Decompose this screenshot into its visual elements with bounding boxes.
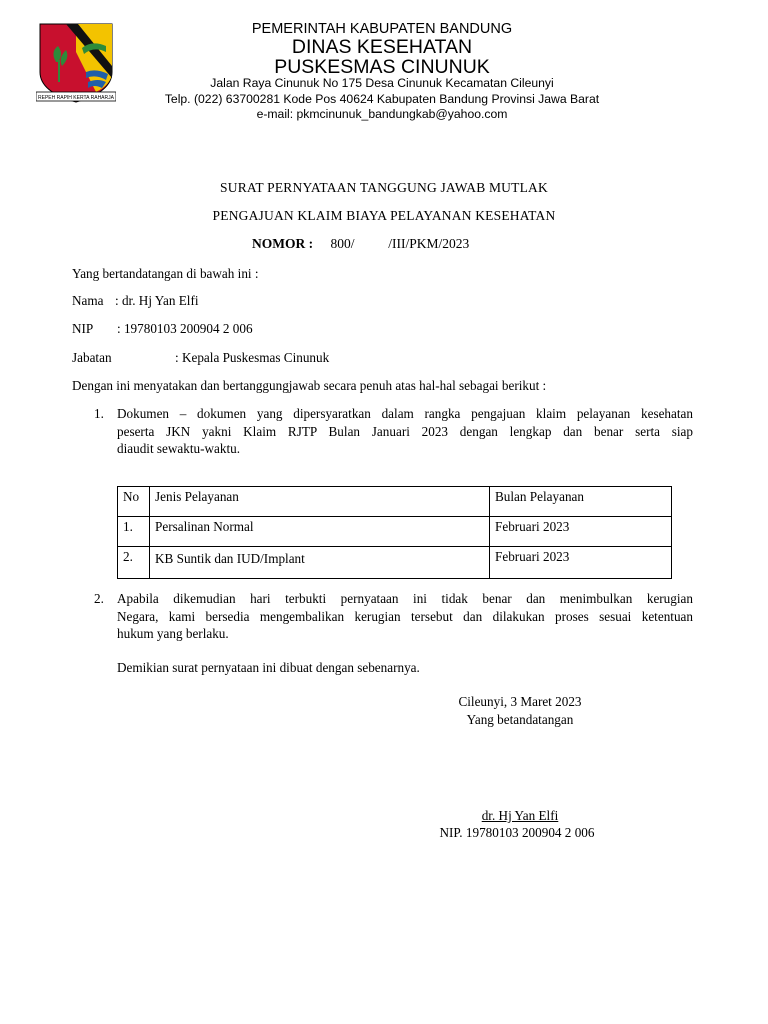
item-2-line-2: Negara, kami bersedia mengembalikan kerugian tersebut dan dilakukan proses sesuai ketentuan: [117, 609, 693, 624]
header-address: Jalan Raya Cinunuk No 175 Desa Cinunuk Kecamatan Cileunyi: [210, 76, 554, 90]
item-1-number: 1.: [94, 406, 104, 421]
kabupaten-bandung-logo: [36, 22, 116, 106]
logo-motto: REPEH RAPIH KERTA RAHARJA: [38, 95, 114, 101]
table-cell: Februari 2023: [490, 547, 672, 579]
table-cell: 1.: [118, 517, 150, 547]
intro-text: Yang bertandatangan di bawah ini :: [72, 266, 259, 281]
table-cell: KB Suntik dan IUD/Implant: [150, 547, 490, 579]
item-1-line-1: Dokumen – dokumen yang dipersyaratkan dalam rangka pengajuan klaim pelayanan kesehatan: [117, 406, 693, 421]
table-header-cell: No: [118, 487, 150, 517]
item-1-line-2: peserta JKN yakni Klaim RJTP Bulan Januari 2023 dengan lengkap dan benar serta siap: [117, 424, 693, 439]
signature-nip: NIP. 19780103 200904 2 006: [439, 825, 595, 840]
table-row: [118, 547, 672, 579]
header-puskesmas: PUSKESMAS CINUNUK: [274, 56, 490, 78]
table-cell: 2.: [118, 547, 150, 579]
table-header-row: [118, 487, 672, 517]
nama-value: : dr. Hj Yan Elfi: [115, 293, 199, 308]
header-department: DINAS KESEHATAN: [291, 36, 473, 58]
nomor-label: NOMOR :: [252, 236, 314, 251]
table-header-cell: Bulan Pelayanan: [490, 487, 672, 517]
signature-name-wrap: [420, 808, 620, 824]
nip-label: NIP: [72, 321, 94, 336]
services-table: [117, 486, 672, 579]
header-government: PEMERINTAH KABUPATEN BANDUNG: [251, 21, 513, 37]
table-row: [118, 517, 672, 547]
signature-name: dr. Hj Yan Elfi: [481, 808, 559, 823]
signature-place-date: Cileunyi, 3 Maret 2023: [458, 694, 582, 709]
doc-number: [252, 236, 469, 252]
nomor-value: 800/ /III/PKM/2023: [330, 236, 470, 251]
doc-title: SURAT PERNYATAAN TANGGUNG JAWAB MUTLAK: [220, 180, 548, 195]
nama-label: Nama: [72, 293, 104, 308]
header-email: e-mail: pkmcinunuk_bandungkab@yahoo.com: [256, 107, 508, 121]
doc-subtitle: PENGAJUAN KLAIM BIAYA PELAYANAN KESEHATAN: [212, 208, 556, 223]
item-2-number: 2.: [94, 591, 104, 606]
item-1-line-3: diaudit sewaktu-waktu.: [117, 441, 241, 456]
jabatan-value: : Kepala Puskesmas Cinunuk: [175, 350, 330, 365]
statement-text: Dengan ini menyatakan dan bertanggungjawab secara penuh atas hal-hal sebagai berikut :: [72, 378, 547, 393]
jabatan-label: Jabatan: [72, 350, 112, 365]
nip-value: : 19780103 200904 2 006: [117, 321, 253, 336]
item-2-line-3: hukum yang berlaku.: [117, 626, 229, 641]
table-cell: Februari 2023: [490, 517, 672, 547]
table-cell: Persalinan Normal: [150, 517, 490, 547]
item-2-line-1: Apabila dikemudian hari terbukti pernyataan ini tidak benar dan menimbulkan kerugian: [117, 591, 693, 606]
signature-role: Yang betandatangan: [466, 712, 574, 727]
table-header-cell: Jenis Pelayanan: [150, 487, 490, 517]
header-phone: Telp. (022) 63700281 Kode Pos 40624 Kabupaten Bandung Provinsi Jawa Barat: [164, 92, 600, 106]
closing-text: Demikian surat pernyataan ini dibuat dengan sebenarnya.: [117, 660, 420, 675]
